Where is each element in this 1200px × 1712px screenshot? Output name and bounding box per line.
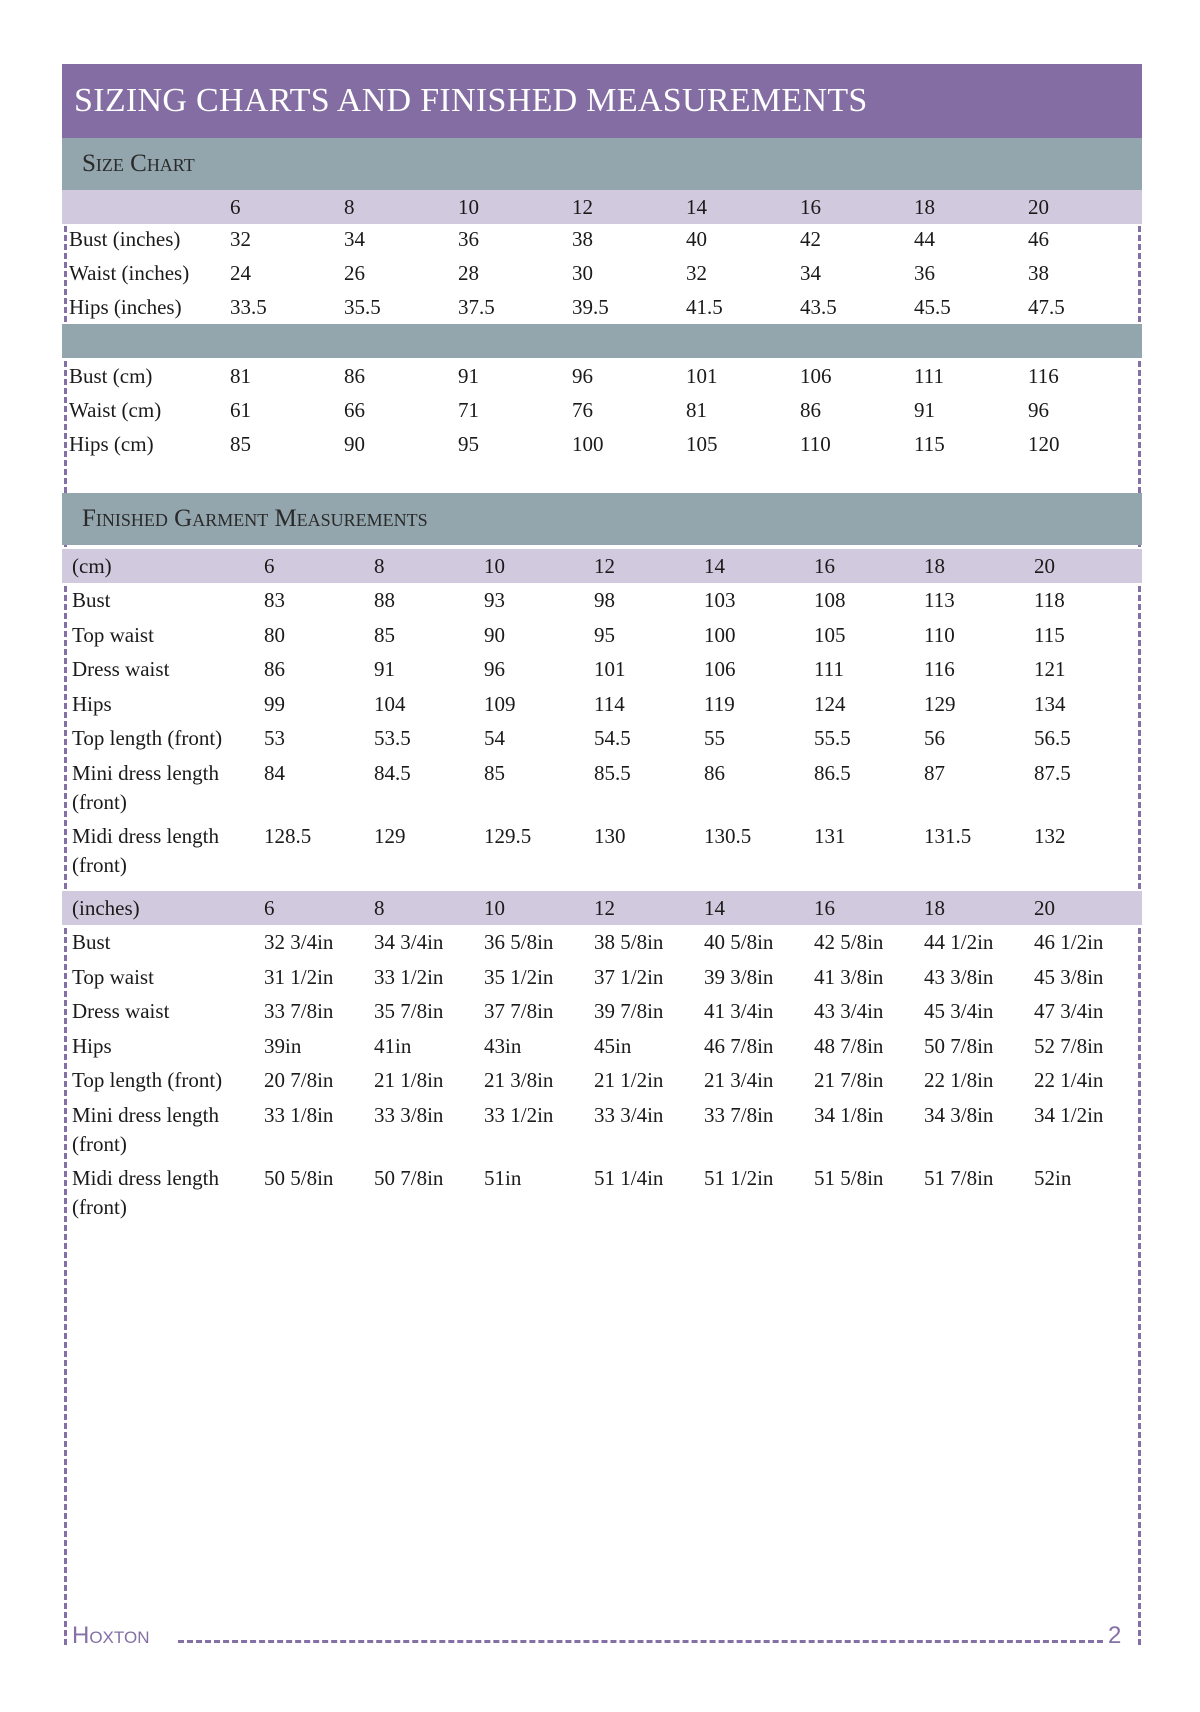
footer-brand: Hoxton <box>72 1622 150 1649</box>
table-cell: 88 <box>374 588 395 612</box>
row-label: Top length (front) <box>72 726 223 750</box>
row-label: Midi dress length <box>72 823 219 848</box>
size-chart-heading: Size Chart <box>62 138 1142 190</box>
table-cell: 106 <box>800 364 832 388</box>
row-label: Hips (inches) <box>69 295 182 319</box>
table-cell: 41.5 <box>686 295 723 319</box>
table-cell: 86.5 <box>814 760 851 785</box>
table-cell: 87.5 <box>1034 760 1071 785</box>
table-cell: 111 <box>914 364 944 388</box>
table-cell: 45 3/4in <box>924 999 994 1023</box>
table-cell: 90 <box>344 432 365 456</box>
size-header-cell: 18 <box>924 896 945 920</box>
table-cell: 43in <box>484 1033 522 1058</box>
table-cell: 24 <box>230 261 251 285</box>
table-cell: 33 3/4in <box>594 1102 664 1127</box>
size-header-cell: 6 <box>264 554 275 578</box>
size-header-cell: 8 <box>374 554 385 578</box>
table-cell: 81 <box>686 398 707 422</box>
table-cell: 39.5 <box>572 295 609 319</box>
table-cell: 46 7/8in <box>704 1033 774 1058</box>
size-header-cell: 20 <box>1034 554 1055 578</box>
size-header-cell: 16 <box>814 896 835 920</box>
table-cell: 30 <box>572 261 593 285</box>
table-cell: 101 <box>594 657 626 681</box>
table-cell: 99 <box>264 691 285 716</box>
table-cell: 56 <box>924 726 945 750</box>
table-cell: 50 5/8in <box>264 1165 334 1190</box>
size-header-cell: 18 <box>914 195 935 219</box>
table-cell: 33 1/2in <box>374 964 444 989</box>
row-label: Dress waist <box>72 657 170 681</box>
row-label: Mini dress length <box>72 760 219 785</box>
table-cell: 95 <box>594 622 615 647</box>
table-cell: 39in <box>264 1033 302 1058</box>
table-cell: 32 <box>686 261 707 285</box>
table-cell: 120 <box>1028 432 1060 456</box>
table-cell: 61 <box>230 398 251 422</box>
table-cell: 47.5 <box>1028 295 1065 319</box>
finished-heading: Finished Garment Measurements <box>62 493 1142 545</box>
table-cell: 34 3/8in <box>924 1102 994 1127</box>
table-cell: 22 1/4in <box>1034 1068 1104 1092</box>
size-chart-header-band <box>62 190 1142 224</box>
size-header-cell: 16 <box>800 195 821 219</box>
table-cell: 90 <box>484 622 505 647</box>
table-cell: 33 7/8in <box>704 1102 774 1127</box>
table-cell: 42 5/8in <box>814 930 884 954</box>
table-cell: 76 <box>572 398 593 422</box>
table-cell: 66 <box>344 398 365 422</box>
row-label: Hips <box>72 691 112 716</box>
table-cell: 132 <box>1034 823 1066 848</box>
table-cell: 38 <box>572 227 593 251</box>
row-label: Waist (inches) <box>69 261 190 285</box>
table-cell: 21 7/8in <box>814 1068 884 1092</box>
table-cell: 32 <box>230 227 251 251</box>
table-cell: 46 <box>1028 227 1049 251</box>
table-cell: 43.5 <box>800 295 837 319</box>
size-header-cell: 10 <box>484 554 505 578</box>
table-cell: 20 7/8in <box>264 1068 334 1092</box>
table-cell: 84 <box>264 760 285 785</box>
table-cell: 130.5 <box>704 823 752 848</box>
footer-divider <box>178 1640 1103 1643</box>
table-cell: 86 <box>704 760 725 785</box>
row-label-cont: (front) <box>72 1194 127 1219</box>
table-cell: 85 <box>374 622 395 647</box>
table-cell: 33 1/2in <box>484 1102 554 1127</box>
table-cell: 114 <box>594 691 625 716</box>
table-cell: 39 7/8in <box>594 999 664 1023</box>
table-cell: 128.5 <box>264 823 312 848</box>
row-label: Bust <box>72 930 111 954</box>
table-cell: 34 1/2in <box>1034 1102 1104 1127</box>
table-cell: 47 3/4in <box>1034 999 1104 1023</box>
table-cell: 21 1/2in <box>594 1068 664 1092</box>
table-cell: 110 <box>800 432 831 456</box>
table-cell: 124 <box>814 691 846 716</box>
table-cell: 36 <box>914 261 935 285</box>
size-header-cell: 8 <box>344 195 355 219</box>
size-header-cell: 10 <box>458 195 479 219</box>
table-cell: 34 1/8in <box>814 1102 884 1127</box>
table-cell: 51 1/4in <box>594 1165 664 1190</box>
table-cell: 35 1/2in <box>484 964 554 989</box>
table-cell: 80 <box>264 622 285 647</box>
table-cell: 48 7/8in <box>814 1033 884 1058</box>
table-cell: 56.5 <box>1034 726 1071 750</box>
table-cell: 116 <box>1028 364 1059 388</box>
table-cell: 103 <box>704 588 736 612</box>
table-cell: 86 <box>264 657 285 681</box>
table-cell: 21 3/8in <box>484 1068 554 1092</box>
table-cell: 32 3/4in <box>264 930 334 954</box>
row-label: Top waist <box>72 964 154 989</box>
table-cell: 105 <box>814 622 846 647</box>
table-cell: 91 <box>914 398 935 422</box>
size-header-cell: 14 <box>704 554 725 578</box>
table-cell: 40 5/8in <box>704 930 774 954</box>
table-cell: 45 3/8in <box>1034 964 1104 989</box>
table-cell: 130 <box>594 823 626 848</box>
table-cell: 129 <box>924 691 956 716</box>
size-chart-divider-band <box>62 324 1142 358</box>
table-cell: 108 <box>814 588 846 612</box>
table-cell: 84.5 <box>374 760 411 785</box>
table-cell: 131.5 <box>924 823 972 848</box>
table-cell: 81 <box>230 364 251 388</box>
table-cell: 118 <box>1034 588 1065 612</box>
table-cell: 96 <box>1028 398 1049 422</box>
size-header-cell: 12 <box>572 195 593 219</box>
table-cell: 54.5 <box>594 726 631 750</box>
table-cell: 52in <box>1034 1165 1072 1190</box>
table-cell: 51 5/8in <box>814 1165 884 1190</box>
table-cell: 116 <box>924 657 955 681</box>
section-subheader: (inches) <box>72 896 140 920</box>
table-cell: 53.5 <box>374 726 411 750</box>
table-cell: 43 3/4in <box>814 999 884 1023</box>
table-cell: 50 7/8in <box>374 1165 444 1190</box>
table-cell: 53 <box>264 726 285 750</box>
row-label: Mini dress length <box>72 1102 219 1127</box>
table-cell: 28 <box>458 261 479 285</box>
table-cell: 106 <box>704 657 736 681</box>
size-header-cell: 14 <box>686 195 707 219</box>
table-cell: 21 3/4in <box>704 1068 774 1092</box>
table-cell: 93 <box>484 588 505 612</box>
table-cell: 50 7/8in <box>924 1033 994 1058</box>
row-label: Bust (inches) <box>69 227 181 251</box>
table-cell: 43 3/8in <box>924 964 994 989</box>
table-cell: 55 <box>704 726 725 750</box>
size-header-cell: 16 <box>814 554 835 578</box>
table-cell: 40 <box>686 227 707 251</box>
table-cell: 41 3/8in <box>814 964 884 989</box>
table-cell: 35.5 <box>344 295 381 319</box>
table-cell: 91 <box>374 657 395 681</box>
table-cell: 100 <box>572 432 604 456</box>
size-header-cell: 8 <box>374 896 385 920</box>
row-label: Midi dress length <box>72 1165 219 1190</box>
table-cell: 22 1/8in <box>924 1068 994 1092</box>
row-label-cont: (front) <box>72 1131 127 1156</box>
size-header-cell: 20 <box>1028 195 1049 219</box>
table-cell: 33 3/8in <box>374 1102 444 1127</box>
table-cell: 35 7/8in <box>374 999 444 1023</box>
size-header-cell: 20 <box>1034 896 1055 920</box>
table-cell: 55.5 <box>814 726 851 750</box>
row-label: Bust (cm) <box>69 364 153 388</box>
table-cell: 119 <box>704 691 735 716</box>
table-cell: 71 <box>458 398 479 422</box>
table-cell: 38 <box>1028 261 1049 285</box>
table-cell: 38 5/8in <box>594 930 664 954</box>
table-cell: 44 1/2in <box>924 930 994 954</box>
table-cell: 134 <box>1034 691 1066 716</box>
row-label: Bust <box>72 588 111 612</box>
table-cell: 45.5 <box>914 295 951 319</box>
table-cell: 110 <box>924 622 955 647</box>
table-cell: 51 1/2in <box>704 1165 774 1190</box>
page-title: SIZING CHARTS AND FINISHED MEASUREMENTS <box>62 64 1142 138</box>
table-cell: 42 <box>800 227 821 251</box>
row-label: Top length (front) <box>72 1068 223 1092</box>
table-cell: 96 <box>572 364 593 388</box>
table-cell: 44 <box>914 227 935 251</box>
table-cell: 45in <box>594 1033 632 1058</box>
row-label-cont: (front) <box>72 789 127 814</box>
size-header-cell: 10 <box>484 896 505 920</box>
table-cell: 31 1/2in <box>264 964 334 989</box>
table-cell: 37 1/2in <box>594 964 664 989</box>
size-header-cell: 12 <box>594 554 615 578</box>
page-number: 2 <box>1108 1622 1122 1649</box>
size-header-cell: 12 <box>594 896 615 920</box>
table-cell: 113 <box>924 588 955 612</box>
table-cell: 104 <box>374 691 406 716</box>
table-cell: 86 <box>344 364 365 388</box>
table-cell: 96 <box>484 657 505 681</box>
section-subheader: (cm) <box>72 554 112 578</box>
table-cell: 111 <box>814 657 844 681</box>
table-cell: 33 7/8in <box>264 999 334 1023</box>
table-cell: 83 <box>264 588 285 612</box>
table-cell: 41 3/4in <box>704 999 774 1023</box>
table-cell: 95 <box>458 432 479 456</box>
size-header-cell: 14 <box>704 896 725 920</box>
table-cell: 34 3/4in <box>374 930 444 954</box>
table-cell: 129.5 <box>484 823 532 848</box>
table-cell: 131 <box>814 823 846 848</box>
table-cell: 37 7/8in <box>484 999 554 1023</box>
row-label: Hips <box>72 1033 112 1058</box>
table-cell: 85.5 <box>594 760 631 785</box>
table-cell: 34 <box>344 227 365 251</box>
table-cell: 26 <box>344 261 365 285</box>
size-header-cell: 6 <box>230 195 241 219</box>
table-cell: 34 <box>800 261 821 285</box>
table-cell: 98 <box>594 588 615 612</box>
table-cell: 36 <box>458 227 479 251</box>
table-cell: 115 <box>914 432 945 456</box>
table-cell: 85 <box>230 432 251 456</box>
table-cell: 129 <box>374 823 406 848</box>
row-label-cont: (front) <box>72 852 127 877</box>
table-cell: 21 1/8in <box>374 1068 444 1092</box>
table-cell: 86 <box>800 398 821 422</box>
table-cell: 85 <box>484 760 505 785</box>
table-cell: 36 5/8in <box>484 930 554 954</box>
table-cell: 33.5 <box>230 295 267 319</box>
table-cell: 109 <box>484 691 516 716</box>
size-header-cell: 6 <box>264 896 275 920</box>
table-cell: 39 3/8in <box>704 964 774 989</box>
table-cell: 91 <box>458 364 479 388</box>
table-cell: 87 <box>924 760 945 785</box>
table-cell: 51 7/8in <box>924 1165 994 1190</box>
table-cell: 100 <box>704 622 736 647</box>
row-label: Hips (cm) <box>69 432 154 456</box>
table-cell: 33 1/8in <box>264 1102 334 1127</box>
table-cell: 101 <box>686 364 718 388</box>
row-label: Dress waist <box>72 999 170 1023</box>
table-cell: 37.5 <box>458 295 495 319</box>
table-cell: 105 <box>686 432 718 456</box>
row-label: Top waist <box>72 622 154 647</box>
size-header-cell: 18 <box>924 554 945 578</box>
table-cell: 54 <box>484 726 505 750</box>
table-cell: 121 <box>1034 657 1066 681</box>
table-cell: 46 1/2in <box>1034 930 1104 954</box>
row-label: Waist (cm) <box>69 398 162 422</box>
table-cell: 41in <box>374 1033 412 1058</box>
table-cell: 115 <box>1034 622 1065 647</box>
table-cell: 51in <box>484 1165 522 1190</box>
table-cell: 52 7/8in <box>1034 1033 1104 1058</box>
